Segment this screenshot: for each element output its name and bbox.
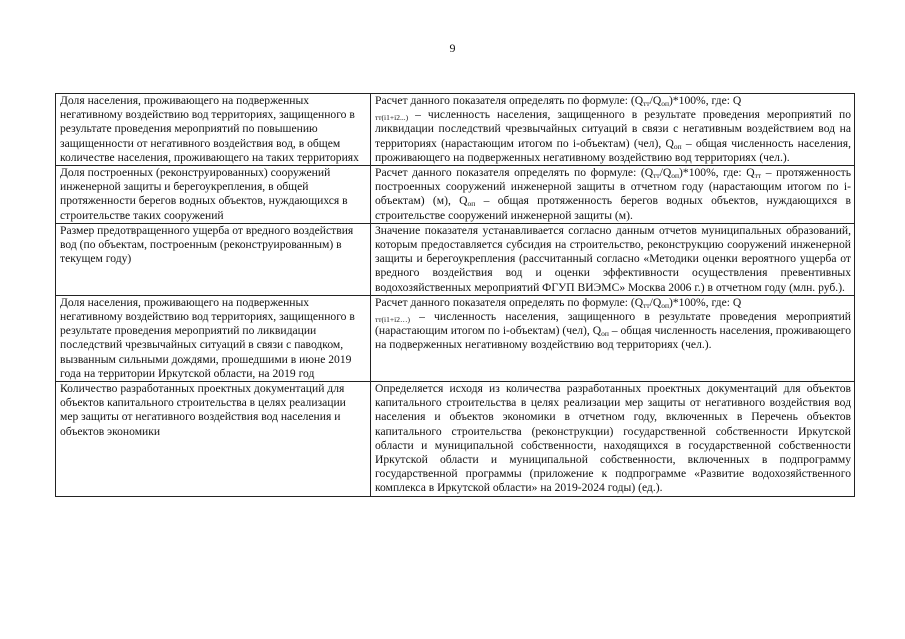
indicator-method: Расчет данного показателя определять по формуле: $(Q_{тт}/Q_{оп})*100\%$, где: Q $_{тт(i1+i2...)}$ – численность населения, защищенного в результате проведения мероприятий по ликвидации последствий чрезвычайных ситуаций в связи с негативным воздействием вод на территориях (нарастающим итогом по i-объектам) (чел), $Q_{оп}$ – общая численность населения, проживающего на подверженных негативному воздействию вод территориях (чел.). [371, 94, 855, 166]
indicator-name: Доля населения, проживающего на подверженных негативному воздействию вод территориях, защищенного в результате проведения мероприятий по ликвидации последствий чрезвычайных ситуаций в связи с паводком, вызванным сильными дождями, прошедшими в июне 2019 года на территории Иркутской области, на 2019 год [56, 295, 371, 381]
indicator-method: Расчет данного показателя определять по формуле: $(Q_{тт}/Q_{оп})*100\%$, где: Q $_{тт(i1+i2\dots)}$ – численность населения, защищенного в результате проведения мероприятий (нарастающим итогом по i-объектам) (чел), $Q_{оп}$ – общая численность населения, проживающего на подверженных негативному воздействию вод территориях (чел.). [371, 295, 855, 381]
table-row [56, 295, 855, 381]
indicator-name: Количество разработанных проектных документаций для объектов капитального строительства в целях реализации мер защиты от негативного воздействия вод населения и объектов экономики [56, 382, 371, 497]
page-number: 9 [449, 41, 456, 55]
indicator-method: Значение показателя устанавливается согласно данным отчетов муниципальных образований, которым предоставляется субсидия на строительство, реконструкцию сооружений инженерной защиты и берегоукрепления (рассчитанный согласно «Методики оценки вероятного ущерба от вредного воздействия вод и оценки эффективности осуществления превентивных водохозяйственных мероприятий ФГУП ВИЭМС» Москва 2006 г.) в отчетном году (млн. руб.). [371, 223, 855, 295]
indicator-name: Доля населения, проживающего на подверженных негативному воздействию вод территориях, защищенного в результате проведения мероприятий по повышению защищенности от негативного воздействия вод, в общем количестве населения, проживающего на таких территориях [56, 94, 371, 166]
indicators-table [55, 93, 855, 497]
indicator-method: Определяется исходя из количества разработанных проектных документаций для объектов капитального строительства в целях реализации мер защиты от негативного воздействия вод населения и объектов экономики в отчетном году, включенных в Перечень объектов капитального строительства (реконструкции) государственной собственности Иркутской области и муниципальной собственности, находящихся в государственной собственности Иркутской области и муниципальной собственности, включенных в подпрограмму государственной программы (приложение к подпрограмме «Развитие водохозяйственного комплекса в Иркутской области» на 2019-2024 годы) (ед.). [371, 382, 855, 497]
indicator-method: Расчет данного показателя определять по формуле: $(Q_{тт}/Q_{оп})*100\%$, где: $Q_{тт}$ – протяженность построенных сооружений инженерной защиты в отчетном году (нарастающим итогом по i-объектам) (м), $Q_{оп}$ – общая протяженность берегов водных объектов, нуждающихся в строительстве сооружений инженерной защиты (м). [371, 166, 855, 224]
table-row [56, 94, 855, 166]
table-row [56, 223, 855, 295]
indicator-name: Размер предотвращенного ущерба от вредного воздействия вод (по объектам, построенным (реконструированным) в текущем году) [56, 223, 371, 295]
indicator-name: Доля построенных (реконструированных) сооружений инженерной защиты и берегоукрепления, в общей протяженности берегов водных объектов, нуждающихся в строительстве таких сооружений [56, 166, 371, 224]
table-row [56, 382, 855, 497]
table-row [56, 166, 855, 224]
